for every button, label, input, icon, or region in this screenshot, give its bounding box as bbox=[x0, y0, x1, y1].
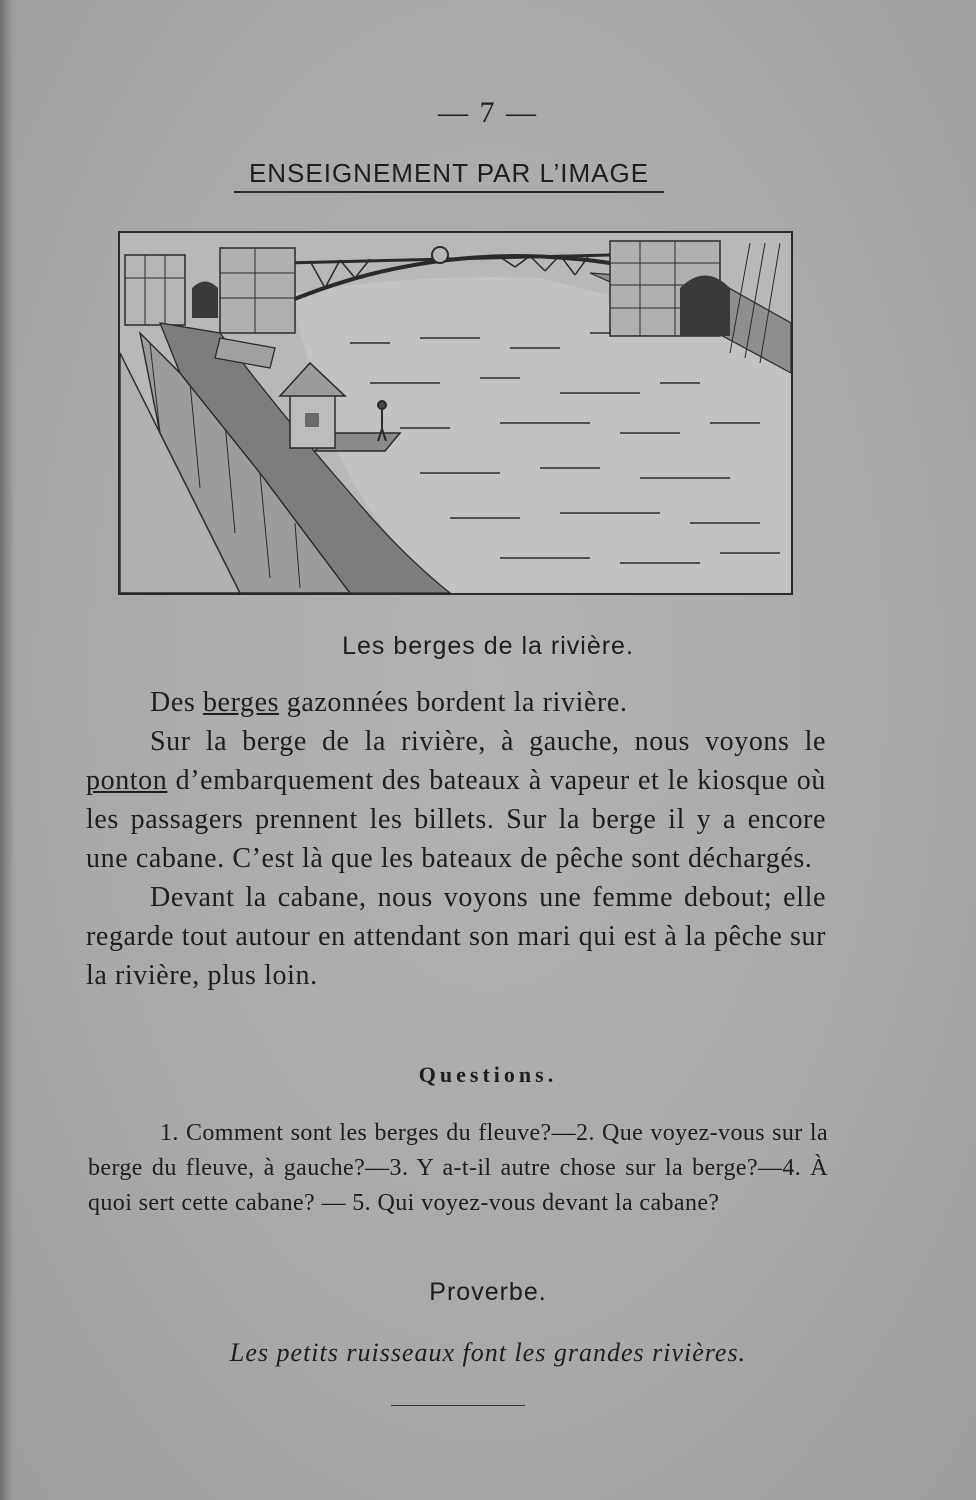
end-divider bbox=[391, 1405, 525, 1406]
page-binding-shadow bbox=[0, 0, 16, 1500]
lesson-paragraph-2 bbox=[86, 722, 826, 878]
lesson-text bbox=[86, 683, 826, 995]
paragraph-1-before: Des bbox=[150, 687, 203, 718]
questions-list bbox=[88, 1116, 828, 1221]
page-number: — 7 — bbox=[438, 96, 538, 129]
questions-heading: Questions. bbox=[418, 1062, 558, 1087]
lesson-paragraph-1 bbox=[86, 683, 826, 722]
section-title: ENSEIGNEMENT PAR L’IMAGE bbox=[234, 158, 664, 193]
river-bridge-drawing bbox=[120, 233, 791, 593]
questions-paragraph: 1. Comment sont les berges du fleuve?—2. Que voyez-vous sur la berge du fleuve, à gauche?—3. Y a-t-il autre chose sur la berge?—4. À quoi sert cette cabane? — 5. Qui voyez-vous devant la cabane? bbox=[88, 1120, 828, 1216]
vocab-word-ponton: ponton bbox=[86, 765, 168, 796]
proverb-text: Les petits ruisseaux font les grandes rivières. bbox=[229, 1338, 747, 1367]
proverb-heading: Proverbe. bbox=[429, 1278, 547, 1306]
river-bank-illustration bbox=[118, 231, 793, 595]
paragraph-1-after: gazonnées bordent la rivière. bbox=[279, 687, 628, 718]
illustration-caption: Les berges de la rivière. bbox=[342, 632, 634, 660]
paragraph-2-after: d’embarquement des bateaux à vapeur et le kiosque où les passagers prennent les billets. Sur la berge il y a encore une cabane. C’est là que les bateaux de pêche sont déchargés. bbox=[86, 765, 826, 874]
vocab-word-berges: berges bbox=[202, 687, 280, 718]
lesson-paragraph-3: Devant la cabane, nous voyons une femme debout; elle regarde tout autour en attendant son mari qui est à la pêche sur la rivière, plus loin. bbox=[86, 882, 826, 991]
paragraph-2-before: Sur la berge de la rivière, à gauche, nous voyons le bbox=[150, 726, 826, 757]
